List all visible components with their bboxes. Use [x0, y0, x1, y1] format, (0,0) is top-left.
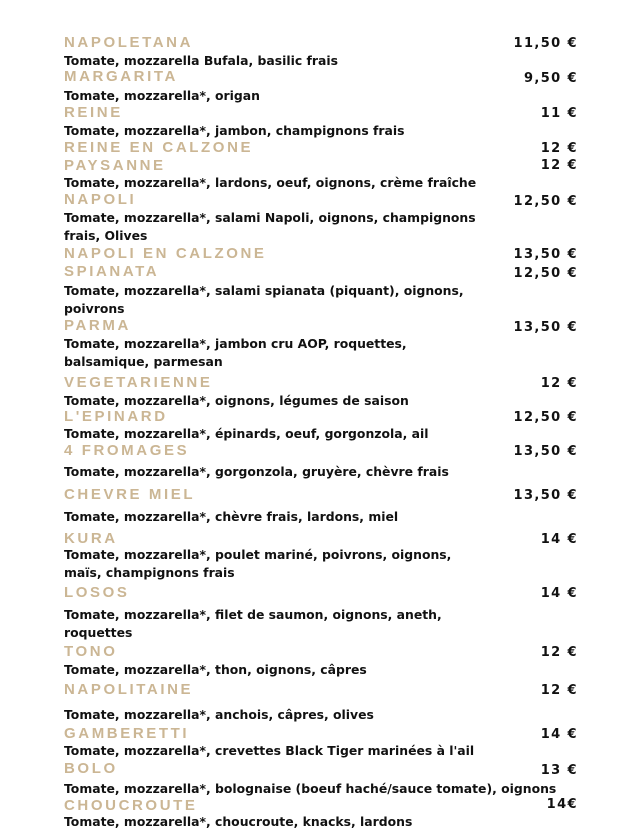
item-price: 12 €: [540, 645, 578, 660]
item-name: MARGARITA: [64, 68, 178, 85]
item-price: 12 €: [540, 683, 578, 698]
item-name: L'EPINARD: [64, 408, 168, 425]
item-name: NAPOLI EN CALZONE: [64, 245, 267, 262]
item-name: NAPOLITAINE: [64, 681, 194, 698]
item-desc: Tomate, mozzarella*, poulet mariné, poivrons, oignons,: [64, 547, 452, 562]
item-desc: Tomate, mozzarella*, lardons, oeuf, oignons, crème fraîche: [64, 175, 477, 190]
item-name: PAYSANNE: [64, 157, 166, 174]
item-price: 14€: [546, 797, 578, 812]
item-price: 14 €: [540, 532, 578, 547]
item-name: BOLO: [64, 760, 118, 777]
item-price: 13,50 €: [513, 488, 578, 503]
item-name: KURA: [64, 530, 118, 547]
item-name: REINE: [64, 104, 123, 121]
item-desc: frais, Olives: [64, 228, 148, 243]
item-name: SPIANATA: [64, 263, 160, 280]
item-name: GAMBERETTI: [64, 725, 190, 742]
item-desc: Tomate, mozzarella*, bolognaise (boeuf haché/sauce tomate), oignons: [64, 781, 557, 796]
item-desc: Tomate, mozzarella*, oignons, légumes de saison: [64, 393, 409, 408]
item-desc: Tomate, mozzarella*, chèvre frais, lardons, miel: [64, 509, 399, 524]
item-price: 12 €: [540, 158, 578, 173]
item-price: 14 €: [540, 727, 578, 742]
item-name: VEGETARIENNE: [64, 374, 213, 391]
item-name: CHOUCROUTE: [64, 797, 198, 814]
item-price: 14 €: [540, 586, 578, 601]
item-price: 13,50 €: [513, 444, 578, 459]
item-desc: Tomate, mozzarella*, salami spianata (piquant), oignons,: [64, 283, 464, 298]
item-price: 11 €: [540, 106, 578, 121]
item-name: 4 FROMAGES: [64, 442, 190, 459]
item-price: 12,50 €: [513, 266, 578, 281]
item-desc: roquettes: [64, 625, 133, 640]
item-desc: Tomate, mozzarella*, jambon cru AOP, roquettes,: [64, 336, 407, 351]
item-name: LOSOS: [64, 584, 130, 601]
item-desc: maïs, champignons frais: [64, 565, 235, 580]
item-price: 12,50 €: [513, 410, 578, 425]
item-desc: Tomate, mozzarella*, origan: [64, 88, 260, 103]
item-price: 13,50 €: [513, 320, 578, 335]
item-name: CHEVRE MIEL: [64, 486, 196, 503]
item-desc: Tomate, mozzarella Bufala, basilic frais: [64, 53, 338, 68]
item-desc: Tomate, mozzarella*, anchois, câpres, olives: [64, 707, 374, 722]
item-desc: Tomate, mozzarella*, choucroute, knacks, lardons: [64, 814, 413, 829]
item-price: 9,50 €: [523, 71, 578, 86]
item-name: NAPOLETANA: [64, 34, 194, 51]
item-name: REINE EN CALZONE: [64, 139, 254, 156]
item-desc: Tomate, mozzarella*, filet de saumon, oignons, aneth,: [64, 607, 442, 622]
item-desc: Tomate, mozzarella*, gorgonzola, gruyère, chèvre frais: [64, 464, 449, 479]
item-name: TONO: [64, 643, 118, 660]
item-desc: Tomate, mozzarella*, jambon, champignons frais: [64, 123, 405, 138]
item-price: 12 €: [540, 141, 578, 156]
item-name: NAPOLI: [64, 191, 137, 208]
item-desc: Tomate, mozzarella*, salami Napoli, oignons, champignons: [64, 210, 476, 225]
item-price: 13 €: [540, 763, 578, 778]
item-desc: Tomate, mozzarella*, thon, oignons, câpres: [64, 662, 367, 677]
item-desc: poivrons: [64, 301, 125, 316]
item-desc: Tomate, mozzarella*, épinards, oeuf, gorgonzola, ail: [64, 426, 429, 441]
item-desc: balsamique, parmesan: [64, 354, 223, 369]
item-desc: Tomate, mozzarella*, crevettes Black Tiger marinées à l'ail: [64, 743, 475, 758]
item-price: 12 €: [540, 376, 578, 391]
item-name: PARMA: [64, 317, 131, 334]
item-price: 13,50 €: [513, 247, 578, 262]
item-price: 11,50 €: [513, 36, 578, 51]
item-price: 12,50 €: [513, 194, 578, 209]
